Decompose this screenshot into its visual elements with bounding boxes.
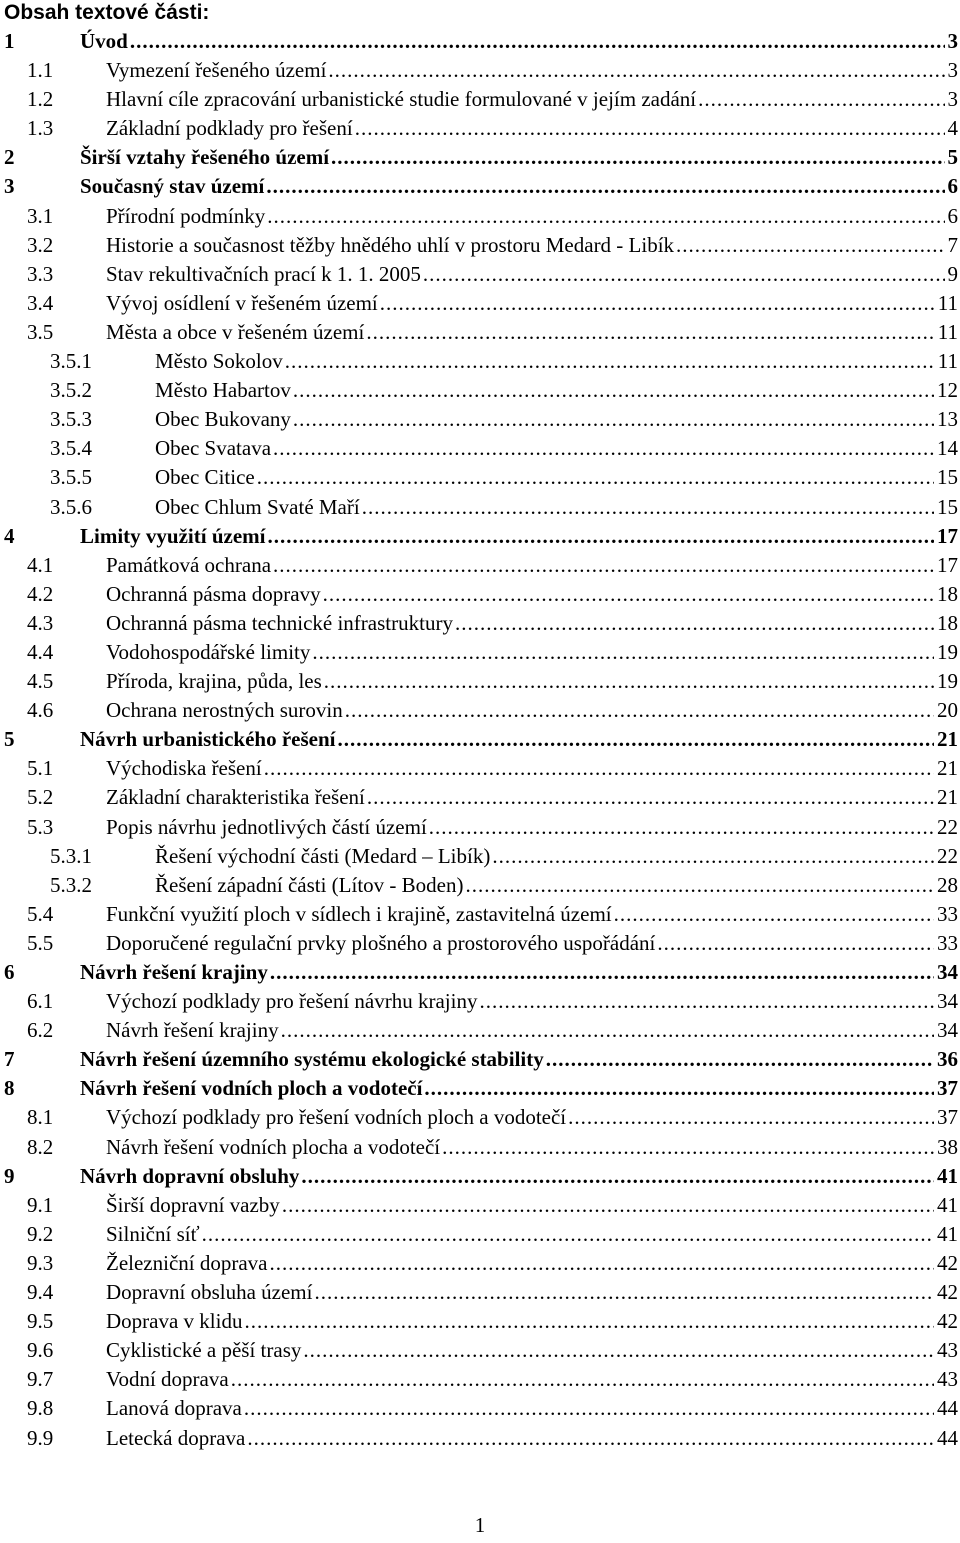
- toc-dot-leader: [231, 1365, 934, 1394]
- toc-entry-page: 37: [937, 1105, 958, 1130]
- toc-entry-page: 43: [937, 1367, 958, 1392]
- toc-dot-leader: [362, 493, 934, 522]
- toc-dot-leader: [323, 580, 934, 609]
- toc-entry-title: Vodní doprava: [106, 1367, 229, 1392]
- toc-entry[interactable]: [0, 638, 960, 667]
- toc-entry[interactable]: [0, 929, 960, 958]
- toc-entry[interactable]: [0, 1133, 960, 1162]
- toc-entry-title: Obec Chlum Svaté Maří: [155, 494, 360, 519]
- toc-entry-page: 21: [937, 756, 958, 781]
- toc-dot-leader: [273, 434, 934, 463]
- toc-dot-leader: [424, 1074, 934, 1103]
- toc-entry[interactable]: [0, 376, 960, 405]
- toc-dot-leader: [338, 725, 934, 754]
- toc-entry-title: Základní charakteristika řešení: [106, 785, 365, 810]
- toc-entry-number: 6: [4, 960, 15, 984]
- table-of-contents: [0, 27, 960, 1453]
- toc-entry-title: Návrh urbanistického řešení: [80, 727, 336, 752]
- toc-entry-page: 5: [947, 145, 958, 170]
- toc-entry-title: Historie a současnost těžby hnědého uhlí v prostoru Medard - Libík: [106, 232, 675, 257]
- toc-dot-leader: [130, 27, 945, 56]
- toc-entry-number: 5.3: [27, 814, 54, 839]
- toc-entry-number: 9: [4, 1163, 15, 1188]
- toc-entry-title: Obec Bukovany: [155, 407, 291, 432]
- toc-entry[interactable]: [0, 900, 960, 929]
- toc-entry-number: 9.3: [27, 1250, 54, 1275]
- toc-entry[interactable]: [0, 260, 960, 289]
- toc-entry-page: 6: [947, 174, 958, 199]
- toc-dot-leader: [442, 1133, 934, 1162]
- toc-dot-leader: [345, 696, 934, 725]
- toc-entry-number: 5.4: [27, 901, 54, 926]
- toc-entry-number: 4.3: [27, 610, 54, 635]
- toc-entry-page: 15: [937, 494, 958, 519]
- toc-entry-title: Památková ochrana: [106, 552, 272, 577]
- toc-dot-leader: [546, 1045, 934, 1074]
- toc-entry-title: Současný stav území: [80, 174, 265, 199]
- toc-dot-leader: [367, 783, 934, 812]
- toc-entry[interactable]: [0, 434, 960, 463]
- toc-entry[interactable]: [0, 871, 960, 900]
- toc-entry-page: 44: [937, 1425, 958, 1450]
- toc-dot-leader: [366, 318, 934, 347]
- toc-entry-number: 4.6: [27, 698, 54, 723]
- toc-dot-leader: [264, 754, 934, 783]
- toc-dot-leader: [293, 376, 934, 405]
- toc-entry-title: Základní podklady pro řešení: [106, 116, 353, 141]
- toc-entry-title: Výchozí podklady pro řešení vodních ploch a vodotečí: [106, 1105, 567, 1130]
- toc-dot-leader: [267, 522, 934, 551]
- toc-dot-leader: [247, 1424, 934, 1453]
- toc-entry-page: 3: [947, 58, 958, 83]
- toc-dot-leader: [257, 463, 934, 492]
- toc-dot-leader: [331, 143, 944, 172]
- toc-dot-leader: [267, 202, 944, 231]
- toc-entry-number: 1: [4, 29, 15, 53]
- toc-entry[interactable]: [0, 1162, 960, 1191]
- toc-entry[interactable]: [0, 1016, 960, 1045]
- toc-entry-title: Širší vztahy řešeného území: [80, 145, 330, 170]
- toc-entry[interactable]: [0, 347, 960, 376]
- toc-dot-leader: [312, 638, 934, 667]
- toc-entry[interactable]: [0, 725, 960, 754]
- toc-dot-leader: [293, 405, 934, 434]
- toc-entry-page: 12: [937, 378, 958, 403]
- toc-entry-page: 22: [937, 814, 958, 839]
- toc-entry-number: 5.2: [27, 785, 54, 810]
- toc-entry[interactable]: [0, 463, 960, 492]
- toc-entry-number: 3.2: [27, 232, 54, 257]
- toc-entry[interactable]: [0, 667, 960, 696]
- toc-entry-page: 15: [937, 465, 958, 490]
- toc-entry-number: 4.1: [27, 552, 54, 577]
- toc-entry-page: 4: [947, 116, 958, 141]
- toc-entry-title: Cyklistické a pěší trasy: [106, 1338, 302, 1363]
- toc-entry-page: 20: [937, 698, 958, 723]
- toc-entry-title: Ochranná pásma technické infrastruktury: [106, 610, 453, 635]
- toc-entry-title: Návrh řešení krajiny: [106, 1018, 279, 1043]
- toc-entry-title: Příroda, krajina, půda, les: [106, 669, 322, 694]
- toc-entry-title: Obec Citice: [155, 465, 255, 490]
- toc-dot-leader: [303, 1336, 934, 1365]
- toc-entry[interactable]: [0, 696, 960, 725]
- toc-dot-leader: [244, 1307, 934, 1336]
- toc-entry-number: 3.4: [27, 290, 54, 315]
- toc-entry-number: 6.1: [27, 989, 54, 1014]
- toc-entry-title: Vymezení řešeného území: [106, 58, 327, 83]
- toc-entry[interactable]: [0, 1424, 960, 1453]
- toc-entry-number: 6.2: [27, 1018, 54, 1043]
- toc-entry-title: Popis návrhu jednotlivých částí území: [106, 814, 427, 839]
- toc-entry-page: 37: [937, 1076, 958, 1101]
- toc-dot-leader: [282, 1191, 934, 1220]
- toc-entry[interactable]: [0, 85, 960, 114]
- toc-entry-page: 34: [937, 1018, 958, 1043]
- toc-entry-number: 5.3.1: [50, 843, 92, 868]
- toc-entry[interactable]: [0, 522, 960, 551]
- toc-entry-page: 42: [937, 1280, 958, 1305]
- toc-entry-title: Stav rekultivačních prací k 1. 1. 2005: [106, 261, 421, 286]
- toc-entry-number: 9.5: [27, 1309, 54, 1334]
- toc-entry[interactable]: [0, 754, 960, 783]
- toc-entry-title: Úvod: [80, 29, 128, 53]
- toc-dot-leader: [270, 1249, 935, 1278]
- toc-entry[interactable]: [0, 1278, 960, 1307]
- toc-entry-number: 9.1: [27, 1192, 54, 1217]
- toc-entry-number: 3.5.6: [50, 494, 92, 519]
- toc-entry[interactable]: [0, 1394, 960, 1423]
- toc-entry-page: 41: [937, 1163, 958, 1188]
- toc-dot-leader: [423, 260, 945, 289]
- toc-dot-leader: [314, 1278, 934, 1307]
- toc-entry-title: Návrh řešení krajiny: [80, 960, 268, 984]
- toc-entry-number: 3.5.1: [50, 349, 92, 374]
- toc-entry-number: 9.6: [27, 1338, 54, 1363]
- toc-entry[interactable]: [0, 842, 960, 871]
- toc-entry-number: 9.9: [27, 1425, 54, 1450]
- toc-dot-leader: [698, 85, 944, 114]
- toc-dot-leader: [355, 114, 945, 143]
- toc-dot-leader: [324, 667, 934, 696]
- toc-entry-title: Východiska řešení: [106, 756, 262, 781]
- toc-entry-number: 2: [4, 145, 15, 170]
- toc-entry-page: 13: [937, 407, 958, 432]
- toc-entry-number: 9.4: [27, 1280, 54, 1305]
- toc-entry-page: 17: [937, 552, 958, 577]
- toc-entry-page: 18: [937, 610, 958, 635]
- toc-entry-page: 7: [947, 232, 958, 257]
- toc-entry[interactable]: [0, 580, 960, 609]
- toc-entry-number: 1.2: [27, 87, 54, 112]
- toc-entry-title: Města a obce v řešeném území: [106, 319, 365, 344]
- toc-entry-title: Řešení západní části (Lítov - Boden): [155, 872, 464, 897]
- toc-entry-page: 41: [937, 1192, 958, 1217]
- toc-entry-number: 4.5: [27, 669, 54, 694]
- toc-dot-leader: [614, 900, 934, 929]
- toc-entry-page: 38: [937, 1134, 958, 1159]
- toc-entry-page: 14: [937, 436, 958, 461]
- toc-entry-title: Vývoj osídlení v řešeném území: [106, 290, 378, 315]
- toc-dot-leader: [676, 231, 944, 260]
- page-number: 1: [474, 1513, 486, 1537]
- toc-dot-leader: [266, 172, 944, 201]
- toc-dot-leader: [479, 987, 934, 1016]
- toc-entry[interactable]: [0, 318, 960, 347]
- toc-entry[interactable]: [0, 1191, 960, 1220]
- toc-dot-leader: [270, 958, 934, 987]
- toc-entry-number: 3: [4, 174, 15, 199]
- toc-entry[interactable]: [0, 1365, 960, 1394]
- toc-entry-title: Město Sokolov: [155, 349, 283, 374]
- toc-dot-leader: [492, 842, 934, 871]
- toc-entry-page: 21: [937, 727, 958, 752]
- toc-entry-page: 34: [937, 989, 958, 1014]
- toc-entry[interactable]: [0, 202, 960, 231]
- toc-entry-title: Ochrana nerostných surovin: [106, 698, 343, 723]
- toc-entry[interactable]: [0, 813, 960, 842]
- toc-dot-leader: [244, 1394, 934, 1423]
- toc-heading: Obsah textové části:: [4, 1, 210, 24]
- toc-entry-title: Město Habartov: [155, 378, 291, 403]
- toc-entry-page: 3: [947, 29, 958, 53]
- toc-entry[interactable]: [0, 172, 960, 201]
- toc-entry-title: Návrh řešení vodních ploch a vodotečí: [80, 1076, 423, 1101]
- toc-entry-number: 3.3: [27, 261, 54, 286]
- toc-entry-title: Vodohospodářské limity: [106, 639, 311, 664]
- toc-entry-title: Řešení východní části (Medard – Libík): [155, 843, 491, 868]
- toc-entry-number: 8: [4, 1076, 15, 1101]
- toc-dot-leader: [455, 609, 934, 638]
- toc-entry-page: 9: [947, 261, 958, 286]
- toc-entry[interactable]: [0, 114, 960, 143]
- toc-entry-number: 9.7: [27, 1367, 54, 1392]
- toc-entry[interactable]: [0, 56, 960, 85]
- toc-entry[interactable]: [0, 1103, 960, 1132]
- toc-entry[interactable]: [0, 405, 960, 434]
- toc-entry[interactable]: [0, 1045, 960, 1074]
- toc-entry-page: 11: [937, 290, 958, 315]
- toc-dot-leader: [301, 1162, 934, 1191]
- toc-entry-title: Doprava v klidu: [106, 1309, 243, 1334]
- toc-entry-page: 6: [947, 203, 958, 228]
- toc-entry[interactable]: [0, 289, 960, 318]
- toc-dot-leader: [568, 1103, 934, 1132]
- toc-entry-page: 3: [947, 87, 958, 112]
- toc-entry-page: 18: [937, 581, 958, 606]
- toc-entry-title: Letecká doprava: [106, 1425, 246, 1450]
- toc-dot-leader: [328, 56, 944, 85]
- toc-entry-number: 3.5.2: [50, 378, 92, 403]
- toc-entry-page: 36: [937, 1047, 958, 1072]
- toc-dot-leader: [380, 289, 935, 318]
- toc-entry-title: Hlavní cíle zpracování urbanistické studie formulované v jejím zadání: [106, 87, 697, 112]
- toc-entry-number: 4: [4, 523, 15, 548]
- toc-entry-number: 3.5.4: [50, 436, 92, 461]
- toc-entry-page: 11: [937, 349, 958, 374]
- toc-entry[interactable]: [0, 27, 960, 56]
- toc-entry-title: Širší dopravní vazby: [106, 1192, 280, 1217]
- toc-entry-number: 3.5: [27, 319, 54, 344]
- toc-entry-number: 3.5.5: [50, 465, 92, 490]
- toc-entry-number: 9.8: [27, 1396, 54, 1421]
- toc-dot-leader: [202, 1220, 934, 1249]
- toc-entry-page: 19: [937, 669, 958, 694]
- toc-entry-page: 42: [937, 1250, 958, 1275]
- toc-dot-leader: [273, 551, 934, 580]
- toc-entry-title: Funkční využití ploch v sídlech i krajině, zastavitelná území: [106, 901, 612, 926]
- toc-entry[interactable]: [0, 143, 960, 172]
- toc-entry[interactable]: [0, 1336, 960, 1365]
- toc-entry-number: 3.5.3: [50, 407, 92, 432]
- toc-entry-title: Ochranná pásma dopravy: [106, 581, 321, 606]
- toc-entry-title: Návrh řešení vodních plocha a vodotečí: [106, 1134, 441, 1159]
- toc-entry-page: 21: [937, 785, 958, 810]
- toc-entry-number: 3.1: [27, 203, 54, 228]
- toc-entry-number: 5.1: [27, 756, 54, 781]
- toc-entry-page: 43: [937, 1338, 958, 1363]
- toc-entry-title: Návrh dopravní obsluhy: [80, 1163, 300, 1188]
- toc-entry-page: 19: [937, 639, 958, 664]
- toc-entry-number: 5: [4, 727, 15, 752]
- toc-entry-number: 5.5: [27, 930, 54, 955]
- toc-entry-page: 34: [937, 960, 958, 984]
- toc-entry[interactable]: [0, 987, 960, 1016]
- toc-entry[interactable]: [0, 1074, 960, 1103]
- toc-entry-title: Limity využití území: [80, 523, 266, 548]
- toc-entry-number: 8.1: [27, 1105, 54, 1130]
- toc-dot-leader: [466, 871, 935, 900]
- toc-entry-number: 9.2: [27, 1221, 54, 1246]
- toc-entry-number: 1.3: [27, 116, 54, 141]
- toc-entry-page: 11: [937, 319, 958, 344]
- toc-entry[interactable]: [0, 1307, 960, 1336]
- toc-dot-leader: [429, 813, 934, 842]
- toc-entry-number: 1.1: [27, 58, 54, 83]
- toc-entry-page: 42: [937, 1309, 958, 1334]
- toc-entry[interactable]: [0, 609, 960, 638]
- toc-entry-page: 44: [937, 1396, 958, 1421]
- toc-entry[interactable]: [0, 1220, 960, 1249]
- toc-dot-leader: [657, 929, 934, 958]
- toc-entry-title: Obec Svatava: [155, 436, 272, 461]
- toc-entry-title: Dopravní obsluha území: [106, 1280, 313, 1305]
- toc-entry[interactable]: [0, 231, 960, 260]
- toc-entry-title: Železniční doprava: [106, 1250, 268, 1275]
- toc-dot-leader: [285, 347, 935, 376]
- toc-entry[interactable]: [0, 493, 960, 522]
- toc-entry[interactable]: [0, 551, 960, 580]
- toc-entry-number: 4.2: [27, 581, 54, 606]
- toc-entry[interactable]: [0, 783, 960, 812]
- toc-entry[interactable]: [0, 1249, 960, 1278]
- toc-entry-title: Silniční síť: [106, 1221, 200, 1246]
- toc-entry-number: 7: [4, 1047, 15, 1072]
- toc-entry-title: Návrh řešení územního systému ekologické stability: [80, 1047, 544, 1072]
- toc-entry-number: 8.2: [27, 1134, 54, 1159]
- toc-entry-title: Přírodní podmínky: [106, 203, 266, 228]
- toc-entry-page: 28: [937, 872, 958, 897]
- toc-entry-title: Výchozí podklady pro řešení návrhu krajiny: [106, 989, 478, 1014]
- toc-entry-page: 33: [937, 930, 958, 955]
- toc-entry-page: 33: [937, 901, 958, 926]
- toc-entry-title: Doporučené regulační prvky plošného a prostorového uspořádání: [106, 930, 656, 955]
- toc-entry-page: 41: [937, 1221, 958, 1246]
- toc-entry-page: 22: [937, 843, 958, 868]
- toc-entry-page: 17: [937, 523, 958, 548]
- toc-dot-leader: [281, 1016, 934, 1045]
- toc-entry-title: Lanová doprava: [106, 1396, 242, 1421]
- toc-entry-number: 5.3.2: [50, 872, 92, 897]
- toc-entry-number: 4.4: [27, 639, 54, 664]
- toc-entry[interactable]: [0, 958, 960, 987]
